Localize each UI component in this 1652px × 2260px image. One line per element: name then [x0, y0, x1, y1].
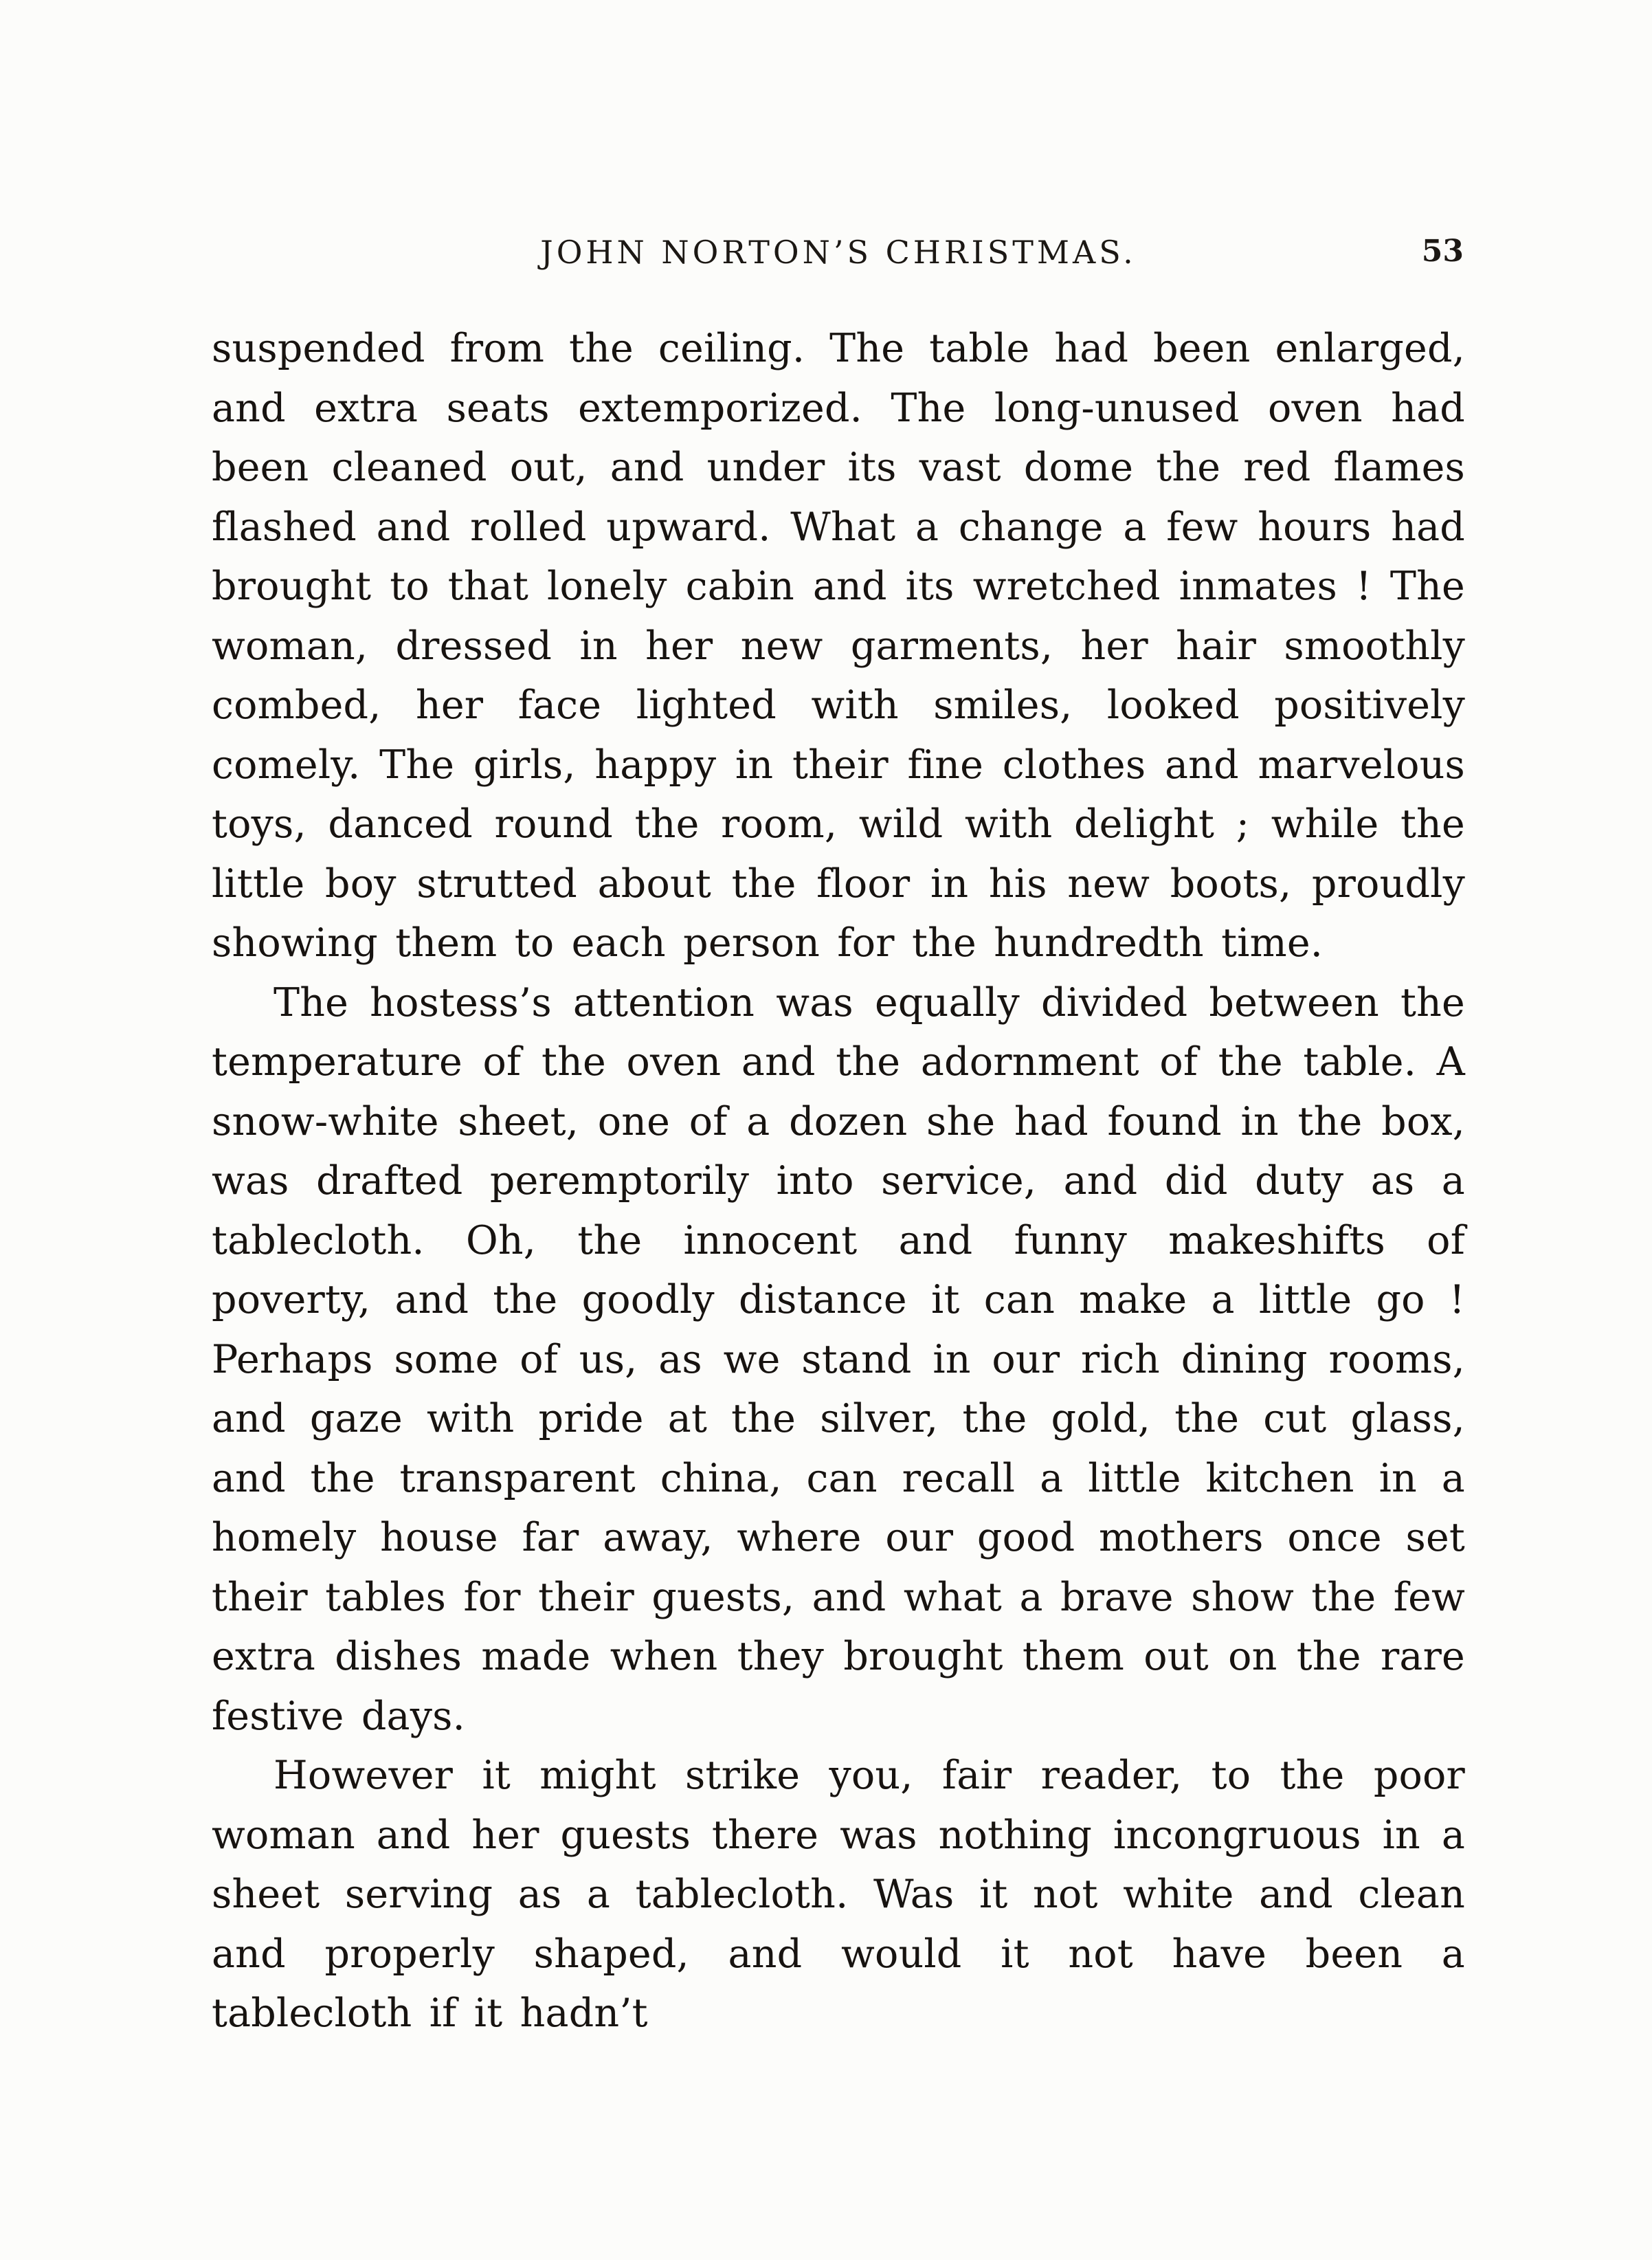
header-title: JOHN NORTON’S CHRISTMAS.	[540, 234, 1137, 271]
paragraph-continued: suspended from the ceiling. The table had been enlarged, and extra seats extemporized. The long-unused oven had been cleaned out, and under its vast dome the red flames flashed and rolled upward. What a change a few hours had brought to that lonely cabin and its wretched inmates ! The woman, dressed in her new garments, her hair smoothly combed, her face lighted with smiles, looked positively comely. The girls, happy in their fine clothes and marvelous toys, danced round the room, wild with delight ; while the little boy strutted about the floor in his new boots, proudly showing them to each person for the hundredth time.	[212, 326, 1465, 966]
paragraph: However it might strike you, fair reader, to the poor woman and her guests there was nothing incongruous in a sheet serving as a tablecloth. Was it not white and clean and properly shaped, and would it not have been a tablecloth if it hadn’t	[212, 1753, 1465, 2036]
text-block	[212, 234, 1465, 2043]
page-number: 53	[1421, 234, 1464, 269]
body-text	[212, 319, 1465, 2043]
paragraph: The hostess’s attention was equally divided between the temperature of the oven and the adornment of the table. A snow-white sheet, one of a dozen she had found in the box, was drafted peremptorily into service, and did duty as a tablecloth. Oh, the innocent and funny makeshifts of poverty, and the goodly distance it can make a little go ! Perhaps some of us, as we stand in our rich dining rooms, and gaze with pride at the silver, the gold, the cut glass, and the transparent china, can recall a little kitchen in a homely house far away, where our good mothers once set their tables for their guests, and what a brave show the few extra dishes made when they brought them out on the rare festive days.	[212, 979, 1465, 1739]
running-header	[212, 234, 1465, 283]
